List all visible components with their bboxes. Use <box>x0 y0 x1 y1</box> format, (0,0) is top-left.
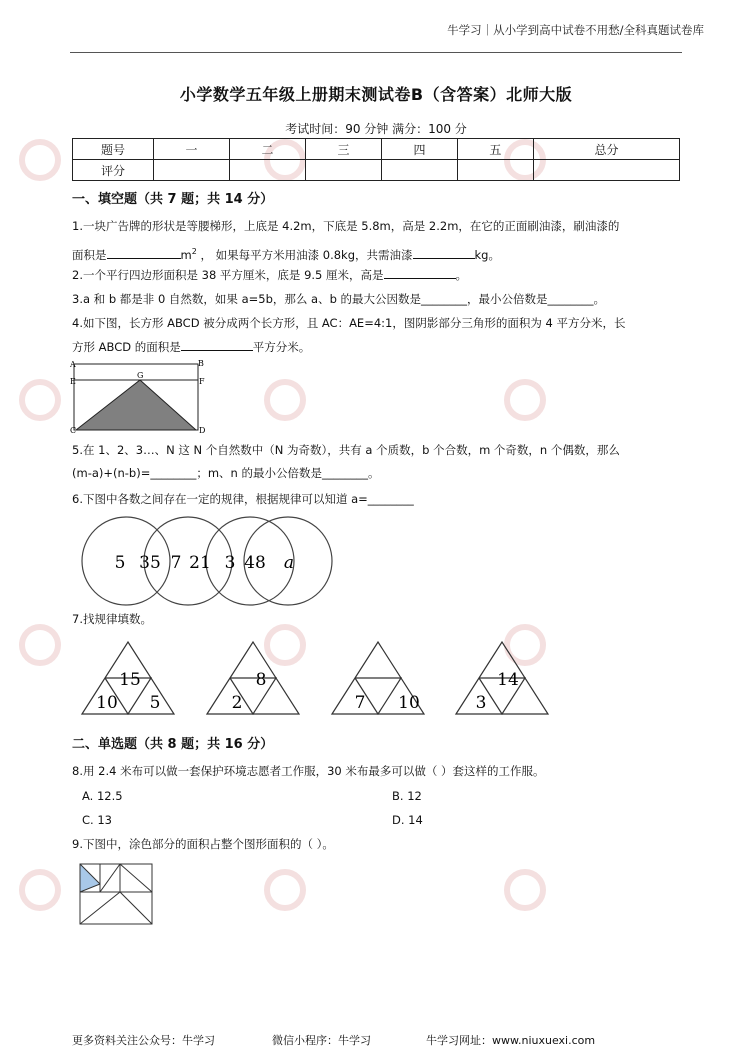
header-divider <box>70 52 682 53</box>
question-3: 3.a 和 b 都是非 0 自然数，如果 a=5b，那么 a、b 的最大公因数是________，最小公倍数是________。 <box>72 292 606 306</box>
score-table-header-row <box>73 139 680 160</box>
question-text: 。 <box>455 268 468 282</box>
answer-blank[interactable] <box>107 246 181 259</box>
score-input-cell[interactable] <box>533 160 679 181</box>
exam-info: 考试时间：90 分钟 满分：100 分 <box>285 122 467 136</box>
answer-blank[interactable] <box>384 266 456 279</box>
figure-label: F <box>199 377 205 386</box>
triangle-number: 2 <box>231 693 243 713</box>
question-2 <box>72 265 684 286</box>
figure-label: B <box>198 359 204 368</box>
score-cell: 四 <box>381 139 457 160</box>
triangle-number: 15 <box>119 670 141 690</box>
circle-number: 21 <box>189 553 211 573</box>
unit: m <box>180 247 192 262</box>
question-7: 7.找规律填数。 <box>72 612 152 626</box>
figure-label: C <box>70 426 77 434</box>
question-text: kg。 <box>474 247 500 262</box>
score-input-cell[interactable] <box>381 160 457 181</box>
question-8: 8.用 2.4 米布可以做一套保护环境志愿者工作服，30 米布最多可以做（ ）套这样的工作服。 <box>72 764 545 778</box>
question-text: ， 如果每平方米用油漆 0.8kg，共需油漆 <box>200 247 413 262</box>
triangle-number: 8 <box>255 670 267 690</box>
question-text: 面积是 <box>72 247 107 262</box>
triangle-number: 10 <box>398 693 420 713</box>
figure-label: D <box>199 426 206 434</box>
question-text: 平方分米。 <box>252 340 311 354</box>
figure-label: A <box>70 360 76 369</box>
footer-right[interactable]: 牛学习网址：www.niuxuexi.com <box>426 1034 596 1047</box>
triangle-number: 5 <box>149 693 161 713</box>
triangle-number: 10 <box>96 693 118 713</box>
option-a[interactable]: A. 12.5 <box>82 789 123 803</box>
answer-blank[interactable] <box>181 338 253 351</box>
score-table <box>72 138 680 181</box>
option-b[interactable]: B. 12 <box>392 789 422 803</box>
score-cell: 三 <box>305 139 381 160</box>
circle-number: 7 <box>170 553 182 573</box>
circle-number: 5 <box>114 553 126 573</box>
score-input-cell[interactable] <box>457 160 533 181</box>
figure-label: E <box>70 377 76 386</box>
question-text: 1.一块广告牌的形状是等腰梯形，上底是 4.2m，下底是 5.8m，高是 2.2m，在它的正面刷油漆，刷油漆的 <box>72 219 620 233</box>
footer-left: 更多资料关注公众号：牛学习 <box>72 1034 215 1047</box>
question-text: 4.如下图，长方形 ABCD 被分成两个长方形，且 AC：AE=4:1，图阴影部分三角形的面积为 4 平方分米，长 <box>72 316 626 330</box>
question-4 <box>72 313 684 358</box>
score-table-score-row <box>73 160 680 181</box>
question-6: 6.下图中各数之间存在一定的规律，根据规律可以知道 a=________ <box>72 492 414 506</box>
option-c[interactable]: C. 13 <box>82 813 112 827</box>
shaded-triangle <box>76 380 196 430</box>
score-input-cell[interactable] <box>305 160 381 181</box>
score-cell: 五 <box>457 139 533 160</box>
section-heading: 一、填空题（共 7 题；共 14 分） <box>72 192 274 207</box>
circle-number: 3 <box>224 553 236 573</box>
circle-number: a <box>283 553 295 573</box>
question-5 <box>72 440 684 484</box>
score-input-cell[interactable] <box>154 160 230 181</box>
score-cell: 评分 <box>73 160 154 181</box>
unit-superscript: 2 <box>191 247 197 256</box>
rectangle-figure <box>70 358 210 434</box>
figure-label: G <box>137 371 144 380</box>
score-cell: 一 <box>154 139 230 160</box>
circle-number: 35 <box>139 553 161 573</box>
question-1 <box>72 216 684 266</box>
question-text: 2.一个平行四边形面积是 38 平方厘米，底是 9.5 厘米，高是 <box>72 268 384 282</box>
tangram-figure <box>78 862 154 926</box>
header-tagline: 牛学习｜从小学到高中试卷不用愁/全科真题试卷库 <box>447 23 704 37</box>
triangle-number: 14 <box>497 670 519 690</box>
score-input-cell[interactable] <box>229 160 305 181</box>
section-heading: 二、单选题（共 8 题；共 16 分） <box>72 737 274 752</box>
question-text: 方形 ABCD 的面积是 <box>72 340 181 354</box>
triangle-number: 3 <box>475 693 487 713</box>
footer-middle: 微信小程序：牛学习 <box>272 1034 371 1047</box>
triangle-figures <box>72 636 562 718</box>
page-title: 小学数学五年级上册期末测试卷B（含答案）北师大版 <box>179 85 573 104</box>
triangle-number: 7 <box>354 693 366 713</box>
option-d[interactable]: D. 14 <box>392 813 423 827</box>
score-cell: 总分 <box>533 139 679 160</box>
question-text: (m-a)+(n-b)=________；m、n 的最小公倍数是________。 <box>72 466 380 480</box>
answer-blank[interactable] <box>413 246 475 259</box>
score-cell: 二 <box>229 139 305 160</box>
question-text: 5.在 1、2、3…、N 这 N 个自然数中（N 为奇数），共有 a 个质数，b 个合数，m 个奇数，n 个偶数，那么 <box>72 443 620 457</box>
circle-number: 48 <box>244 553 266 573</box>
score-cell: 题号 <box>73 139 154 160</box>
question-9: 9.下图中，涂色部分的面积占整个图形面积的（ ）。 <box>72 837 334 851</box>
circles-figure <box>78 514 338 610</box>
